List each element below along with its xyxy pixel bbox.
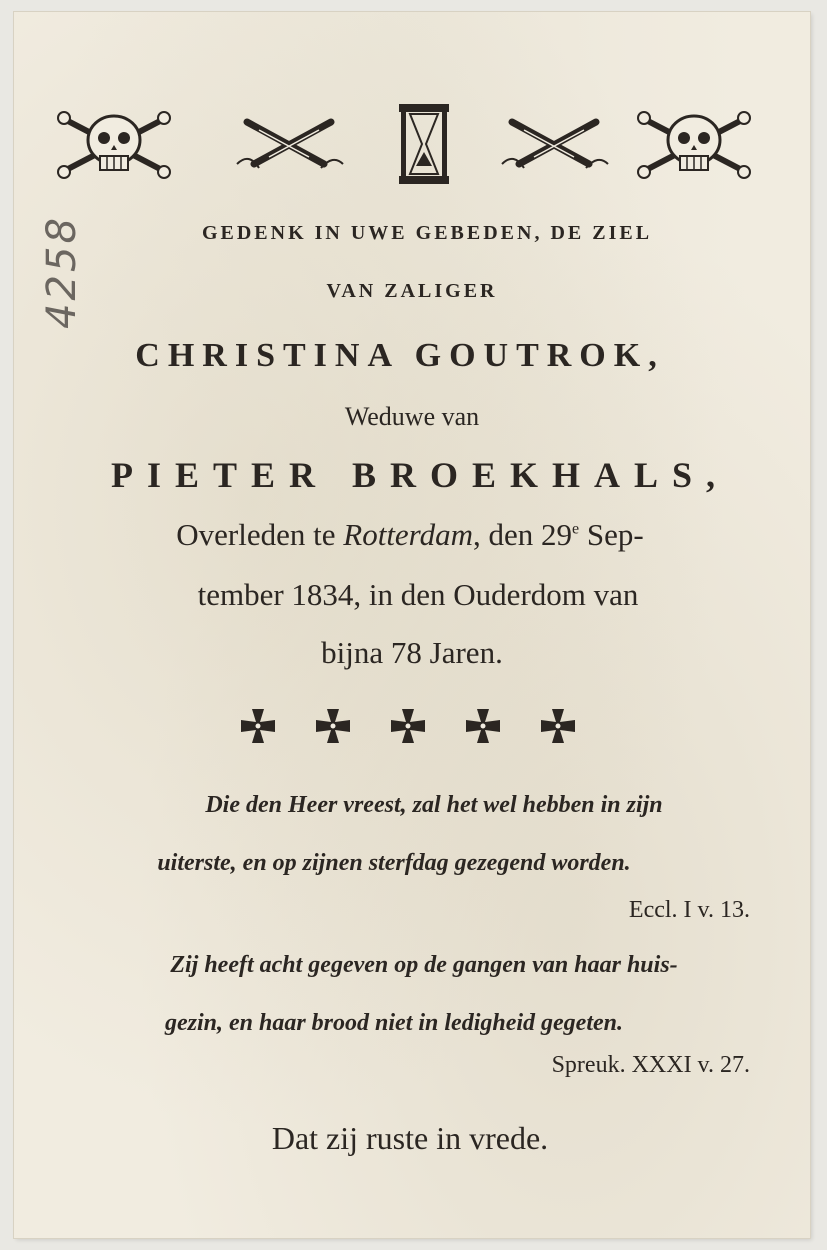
- date-superscript: e: [572, 520, 580, 538]
- verse1-reference: Eccl. I v. 13.: [628, 897, 750, 923]
- closing-blessing: Dat zij ruste in vrede.: [271, 1120, 549, 1156]
- verse2-reference: Spreuk. XXXI v. 27.: [551, 1052, 750, 1078]
- cross-icon: [314, 707, 352, 745]
- deceased-name: CHRISTINA GOUTROK,: [135, 337, 665, 374]
- city-name: Rotterdam: [343, 517, 473, 552]
- died-prefix: Overleden te: [176, 517, 344, 552]
- date-tail: Sep-: [579, 517, 644, 552]
- cross-row: [239, 707, 579, 757]
- late-of-heading: VAN ZALIGER: [326, 280, 498, 302]
- hourglass-icon: [394, 102, 454, 186]
- prayer-heading: GEDENK IN UWE GEBEDEN, DE ZIEL: [201, 222, 653, 244]
- husband-name: PIETER BROEKHALS,: [110, 455, 730, 495]
- cross-icon: [389, 707, 427, 745]
- skull-crossbones-icon: [54, 102, 174, 182]
- handwritten-number-text: 4258: [39, 215, 86, 329]
- cross-icon: [239, 707, 277, 745]
- death-year-line: tember 1834, in den Ouderdom van: [197, 577, 639, 612]
- ornament-row: [54, 102, 774, 197]
- cross-icon: [464, 707, 502, 745]
- crossed-torches-icon: [229, 102, 349, 182]
- death-place-line: [12, 517, 808, 553]
- verse2-line2: gezin, en haar brood niet in ledigheid gegeten.: [164, 1010, 623, 1036]
- widow-of-text: Weduwe van: [344, 402, 480, 431]
- skull-crossbones-icon: [634, 102, 754, 182]
- crossed-torches-icon: [494, 102, 614, 182]
- verse1-line2: uiterste, en op zijnen sterfdag gezegend worden.: [157, 850, 631, 876]
- verse2-line1: Zij heeft acht gegeven op de gangen van haar huis-: [170, 952, 678, 978]
- age-line: bijna 78 Jaren.: [321, 635, 503, 670]
- died-suffix: , den 29: [473, 517, 573, 552]
- verse1-line1: Die den Heer vreest, zal het wel hebben in zijn: [205, 792, 663, 818]
- memorial-card: [14, 12, 810, 1238]
- cross-icon: [539, 707, 577, 745]
